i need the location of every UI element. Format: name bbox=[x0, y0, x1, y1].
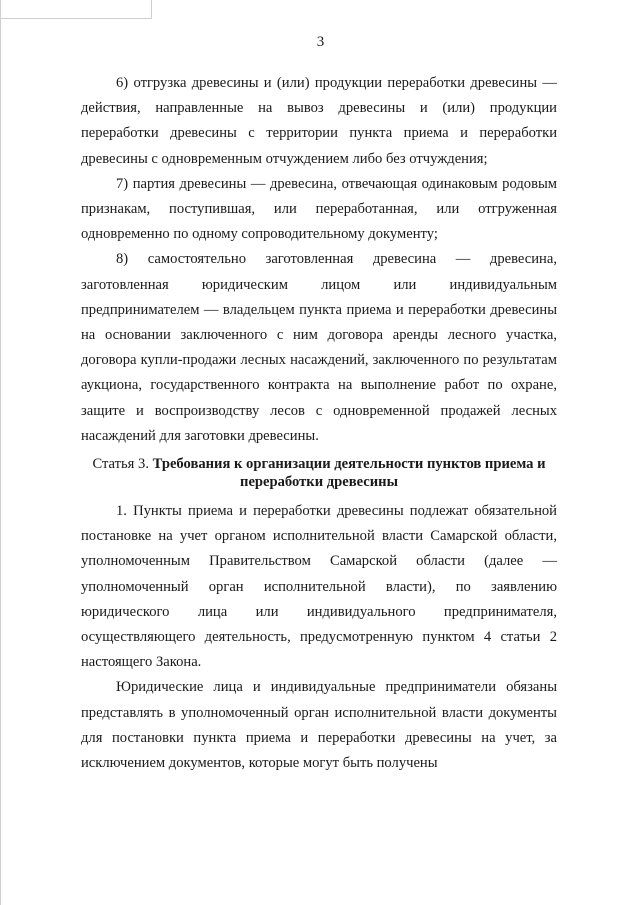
paragraph-item-8: 8) самостоятельно заготовленная древесина — древесина, заготовленная юридическим лицом или индивидуальным предпринимателем — владельцем пункта приема и переработки древесины на основании заключенного с ним договора аренды лесного участка, договора купли-продажи лесных насаждений, заключенного по результатам аукциона, государственного контракта на выполнение работ по охране, защите и воспроизводству лесов с одновременной продажей лесных насаждений для заготовки древесины. bbox=[81, 251, 557, 444]
scan-corner-mark bbox=[1, 0, 152, 19]
article-title: Требования к организации деятельности пунктов приема и переработки древесины bbox=[152, 456, 546, 491]
paragraph-item-6: 6) отгрузка древесины и (или) продукции переработки древесины — действия, направленные на вывоз древесины и (или) продукции переработки древесины с территории пункта приема и переработки древесины с одновременным отчуждением либо без отчуждения; bbox=[81, 75, 557, 167]
paragraph-item-7: 7) партия древесины — древесина, отвечающая одинаковым родовым признакам, поступившая, или переработанная, или отгруженная одновременно по одному сопроводительному документу; bbox=[81, 175, 557, 243]
page-number: 3 bbox=[316, 34, 325, 50]
paragraph-article3-point1: 1. Пункты приема и переработки древесины подлежат обязательной постановке на учет органом исполнительной власти Самарской области, уполномоченным Правительством Самарской области (далее — уполномоченный орган исполнительной власти), по заявлению юридического лица или индивидуального предпринимателя, осуществляющего деятельность, предусмотренную пунктом 4 статьи 2 настоящего Закона. bbox=[81, 503, 557, 671]
document-body bbox=[81, 71, 557, 776]
article-number: Статья 3. bbox=[92, 456, 149, 473]
article-heading bbox=[81, 455, 557, 491]
paragraph-article3-obligation: Юридические лица и индивидуальные предприниматели обязаны представлять в уполномоченный орган исполнительной власти документы для постановки пункта приема и переработки древесины на учет, за исключением документов, которые могут быть получены bbox=[81, 679, 557, 772]
